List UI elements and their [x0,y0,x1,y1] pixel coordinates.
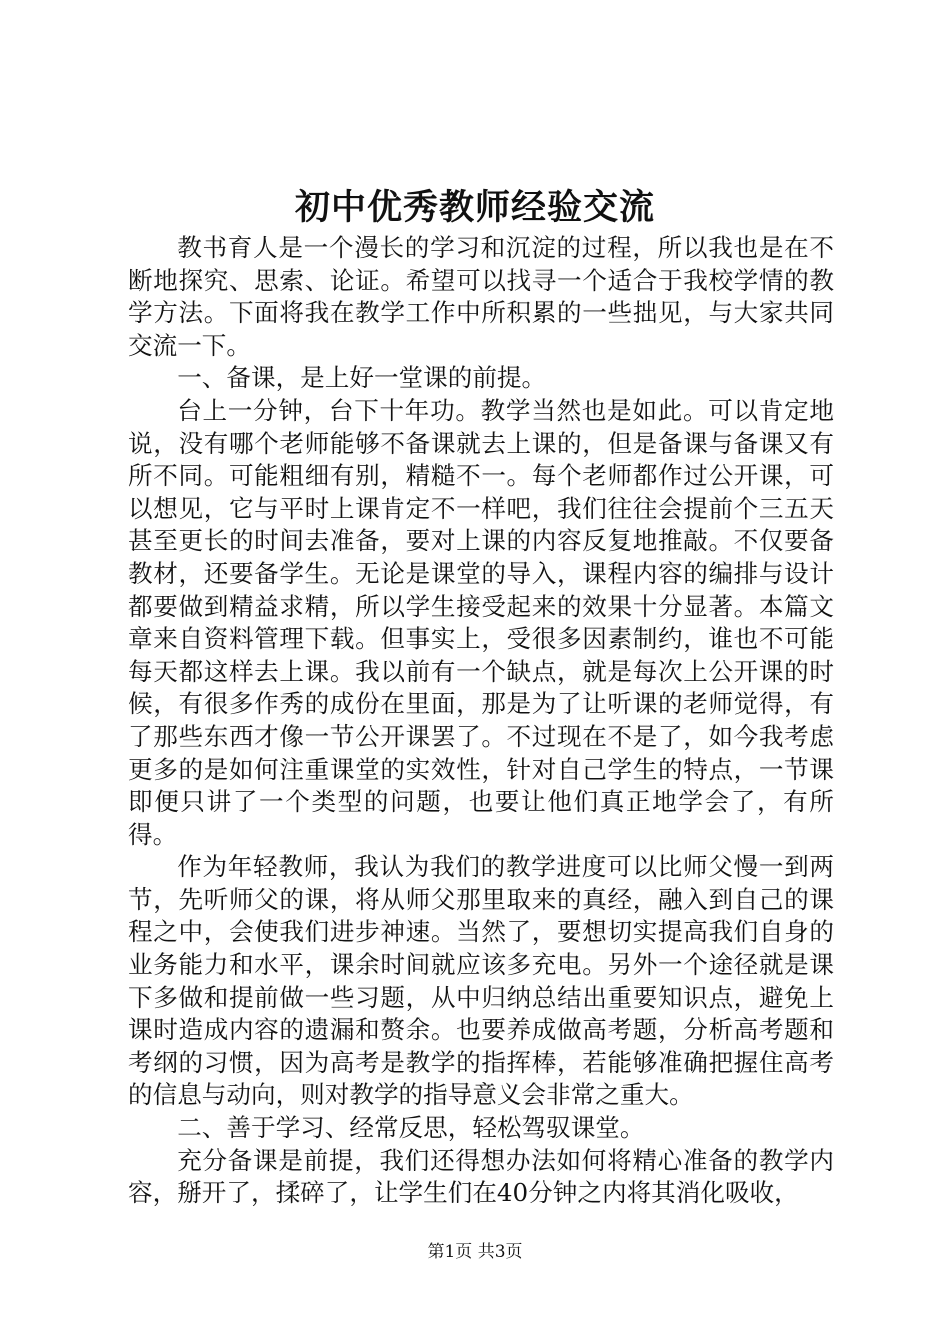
paragraph-lesson-prep: 台上一分钟，台下十年功。教学当然也是如此。可以肯定地说，没有哪个老师能够不备课就去上课的，但是备课与备课又有所不同。可能粗细有别，精糙不一。每个老师都作过公开课，可以想见，它与平时上课肯定不一样吧，我们往往会提前个三五天甚至更长的时间去准备，要对上课的内容反复地推敲。不仅要备教材，还要备学生。无论是课堂的导入，课程内容的编排与设计都要做到精益求精，所以学生接受起来的效果十分显著。本篇文章来自资料管理下载。但事实上，受很多因素制约，谁也不可能每天都这样去上课。我以前有一个缺点，就是每次上公开课的时候，有很多作秀的成份在里面，那是为了让听课的老师觉得，有了那些东西才像一节公开课罢了。不过现在不是了，如今我考虑更多的是如何注重课堂的实效性，针对自己学生的特点，一节课即便只讲了一个类型的问题，也要让他们真正地学会了，有所得。 [128,395,834,849]
document-title: 初中优秀教师经验交流 [294,187,655,228]
page-footer: 第1页 共3页 [427,1242,523,1262]
section-heading-2: 二、善于学习、经常反思，轻松驾驭课堂。 [177,1113,645,1143]
paragraph-classroom: 充分备课是前提，我们还得想办法如何将精心准备的教学内容，掰开了，揉碎了，让学生们在40分钟之内将其消化吸收， [128,1145,834,1208]
section-heading-1: 一、备课，是上好一堂课的前提。 [177,363,547,393]
paragraph-young-teacher: 作为年轻教师，我认为我们的教学进度可以比师父慢一到两节，先听师父的课，将从师父那里取来的真经，融入到自己的课程之中，会使我们进步神速。当然了，要想切实提高我们自身的业务能力和水平，课余时间就应该多充电。另外一个途径就是课下多做和提前做一些习题，从中归纳总结出重要知识点，避免上课时造成内容的遗漏和赘余。也要养成做高考题，分析高考题和考纲的习惯，因为高考是教学的指挥棒，若能够准确把握住高考的信息与动向，则对教学的指导意义会非常之重大。 [128,852,834,1110]
document-body [128,232,834,1210]
paragraph-intro: 教书育人是一个漫长的学习和沉淀的过程，所以我也是在不断地探究、思索、论证。希望可以找寻一个适合于我校学情的教学方法。下面将我在教学工作中所积累的一些拙见，与大家共同交流一下。 [128,233,834,360]
